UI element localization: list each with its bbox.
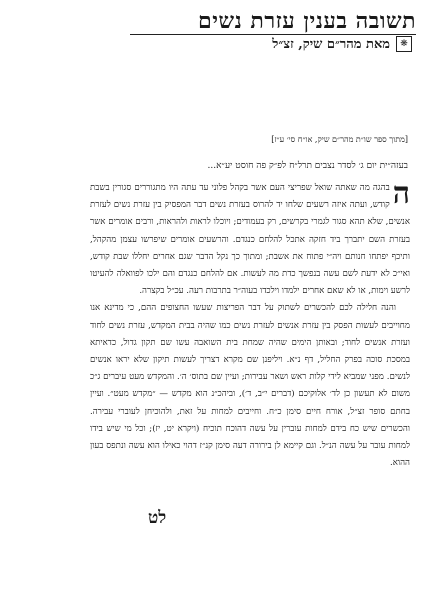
paragraph-1-text: בהגה מה שאתה שואל שפריצי העם אשר בקהל פלוני עד עתה היו מתגוררים סגורין בשבת קודש, ועתה איזה רשעים שלחו יד להרוס בעזרת נשים דבר המפסיק בין עזרת נשים לעזרת אנשים, שלא תהא סגור לגמרי בקרשים, רק בעמודים; ויוכלו לראות ולהראות, ורבים אומרים אשר בעזרת השם יתברך ביד חזקה אתכל להלחם כנגדם. והרשעים אומרים שיפרשו עצמן מהקהל, ותיכף יפתחו חנותם ויה״י פתוח את אשבת; ומתוך כך נקל הדבר שגם אחרים יחללו שבת קודש, ואי״כ לא ידעת לשם עשה בנפשך כדת מה לעשות. אם להלחם כנגדם והם ילכו לפוואלה להעיטו לרשע וימות, או לא שאם אחרים ילמדו וילכדו בעוה״ר בתרבות רעה. עכ״ל בקצרה. — [90, 183, 410, 297]
title-divider — [130, 34, 416, 35]
body-text — [90, 176, 410, 472]
page-number: לט — [148, 508, 167, 528]
author-byline: מאת מהר״ם שיק, זצ״ל — [272, 37, 390, 52]
page-title: תשובה בענין עזרת נשים — [198, 8, 416, 34]
paragraph-2 — [90, 300, 410, 472]
byline-block — [272, 36, 412, 52]
source-note: [מתוך ספר שו״ת מהר״ם שיק, או״ח סי׳ ע״ז] — [271, 135, 408, 144]
decorative-emblem-icon: ❋ — [396, 36, 412, 52]
drop-cap: ה — [392, 176, 410, 211]
paragraph-1 — [90, 176, 410, 300]
paragraph-2-text: והנה חלילה לכם להכשרים לשתוק על דבר הפריצות שעשו החצופים ההם, כי מדינא אנו מחוייבים לעשות הפסק בין עזרת אנשים לעזרת נשים כמו שהיה בבית המקדש, עזרת נשים לחוד ועזרת אנשים לחוד; ובאותן הימים שהיה שמחת בית השואבה עשו שם תקון גדול, כדאיתא במסכת סוכה בפרק החליל, דף נ״א. ויליפנן שם מקרא דצריך לעשות תיקון שלא יראו אנשים לנשים. מפני שמביא לידי קלות ראש ושאר עבירות; ועיין שם בתוס׳ ה׳. והמקדש מעט עיברים ג״כ משום לא תעשון כן לד׳ אלוקיכם (דברים י״ב, ד׳), וביהכ״נ הוא מקדש — ״מקדש מעט״. ועיין בחתם סופר זצ״ל, אורח חיים סימן כ״ח. וחייבים למחות על זאת, ולהוכיחן לעוברי עבירה. והכשרים שיש כח בידם למחות עוברין על עשה דהוכח תוכיח (ויקרא יט, יז); וכל מי שיש בידו למחות עובר על עשה הנ״ל. וגם קיימא לן בירורה דעה סימן קנ״ז דהוי כאילו הוא עשה ונתפס בעון ההוא. — [90, 303, 410, 469]
dateline: בעזה״ית יום ג׳ לסדר נצבים תרל״ח לפ״ק פה חוסט יע״א... — [207, 161, 408, 171]
